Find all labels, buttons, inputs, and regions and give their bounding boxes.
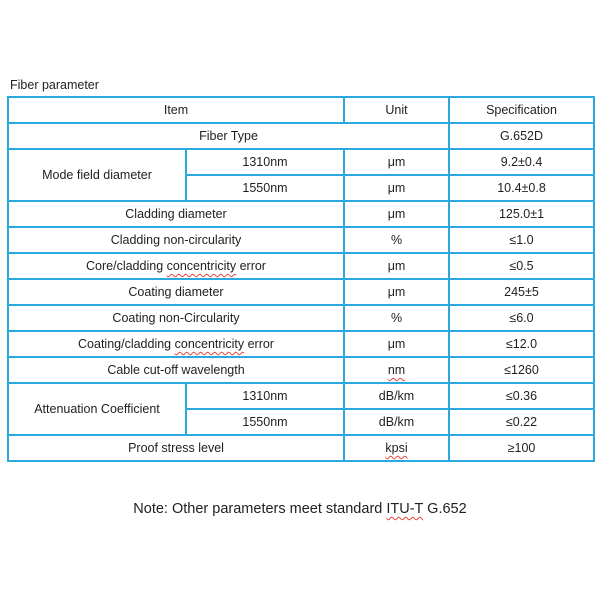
- item-cell: Fiber Type: [8, 123, 449, 149]
- unit-cell: μm: [344, 149, 449, 175]
- group-cell: Mode field diameter: [8, 149, 186, 201]
- row-coating-cladding-concentricity: [8, 331, 594, 357]
- item-cell: Cladding non-circularity: [8, 227, 344, 253]
- footnote: [0, 501, 600, 517]
- spec-cell: 10.4±0.8: [449, 175, 594, 201]
- unit-cell: %: [344, 305, 449, 331]
- spec-cell: ≤0.5: [449, 253, 594, 279]
- spec-cell: 9.2±0.4: [449, 149, 594, 175]
- item-cell: Cable cut-off wavelength: [8, 357, 344, 383]
- row-attenuation-1310: [8, 383, 594, 409]
- footnote-text: G.652: [423, 501, 467, 517]
- item-text: error: [244, 337, 274, 351]
- footnote-text: Note: Other parameters meet standard: [133, 501, 387, 517]
- table-caption: Fiber parameter: [10, 78, 99, 92]
- spec-cell: ≤1260: [449, 357, 594, 383]
- spec-cell: ≤0.36: [449, 383, 594, 409]
- sub-item-cell: 1310nm: [186, 383, 344, 409]
- item-cell: [8, 331, 344, 357]
- row-cladding-non-circularity: [8, 227, 594, 253]
- sub-item-cell: 1310nm: [186, 149, 344, 175]
- sub-item-cell: 1550nm: [186, 409, 344, 435]
- row-fiber-type: [8, 123, 594, 149]
- row-proof-stress-level: [8, 435, 594, 461]
- item-text: Core/cladding: [86, 259, 167, 273]
- unit-cell: dB/km: [344, 383, 449, 409]
- spec-cell: ≥100: [449, 435, 594, 461]
- unit-cell: μm: [344, 331, 449, 357]
- item-text: error: [236, 259, 266, 273]
- unit-cell: μm: [344, 279, 449, 305]
- fiber-parameter-table: [7, 96, 595, 462]
- row-core-cladding-concentricity: [8, 253, 594, 279]
- row-cable-cutoff-wavelength: [8, 357, 594, 383]
- group-cell: Attenuation Coefficient: [8, 383, 186, 435]
- unit-cell: [344, 435, 449, 461]
- spellcheck-flagged-word: kpsi: [385, 441, 408, 455]
- header-unit-cell: Unit: [344, 97, 449, 123]
- spec-cell: 125.0±1: [449, 201, 594, 227]
- item-cell: Coating non-Circularity: [8, 305, 344, 331]
- spellcheck-flagged-word: concentricity: [174, 337, 245, 351]
- spellcheck-flagged-word: nm: [387, 363, 406, 377]
- unit-cell: dB/km: [344, 409, 449, 435]
- row-coating-diameter: [8, 279, 594, 305]
- spec-cell: ≤1.0: [449, 227, 594, 253]
- item-cell: Coating diameter: [8, 279, 344, 305]
- row-coating-non-circularity: [8, 305, 594, 331]
- unit-cell: μm: [344, 253, 449, 279]
- row-cladding-diameter: [8, 201, 594, 227]
- unit-cell: μm: [344, 175, 449, 201]
- spec-cell: ≤12.0: [449, 331, 594, 357]
- unit-cell: [344, 357, 449, 383]
- spec-cell: ≤6.0: [449, 305, 594, 331]
- item-text: Coating/cladding: [78, 337, 175, 351]
- unit-cell: %: [344, 227, 449, 253]
- spec-cell: 245±5: [449, 279, 594, 305]
- sub-item-cell: 1550nm: [186, 175, 344, 201]
- item-cell: [8, 253, 344, 279]
- header-row: [8, 97, 594, 123]
- item-cell: Cladding diameter: [8, 201, 344, 227]
- header-spec-cell: Specification: [449, 97, 594, 123]
- row-mode-field-1310: [8, 149, 594, 175]
- item-cell: Proof stress level: [8, 435, 344, 461]
- spellcheck-flagged-word: ITU-T: [386, 501, 424, 517]
- header-item-cell: Item: [8, 97, 344, 123]
- unit-cell: μm: [344, 201, 449, 227]
- spellcheck-flagged-word: concentricity: [166, 259, 237, 273]
- spec-cell: ≤0.22: [449, 409, 594, 435]
- spec-cell: G.652D: [449, 123, 594, 149]
